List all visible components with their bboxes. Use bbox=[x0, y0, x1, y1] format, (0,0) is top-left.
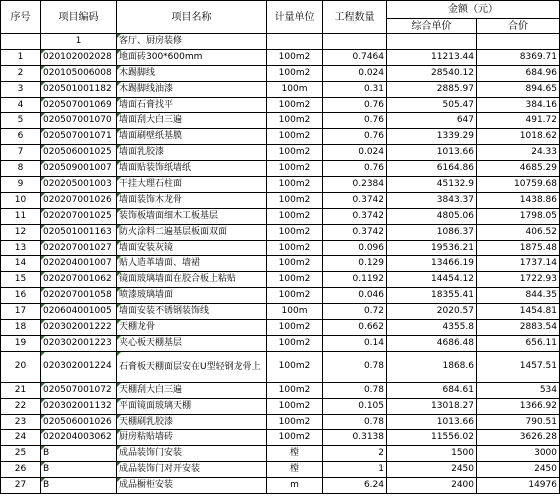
cell-qty: 0.76 bbox=[323, 161, 387, 177]
cell-unit: 樘 bbox=[267, 462, 323, 478]
table-row bbox=[1, 351, 560, 382]
cell-qty: 0.78 bbox=[323, 382, 387, 398]
cell-qty: 0.105 bbox=[323, 398, 387, 414]
cell-no: 13 bbox=[1, 240, 41, 256]
cell-name: 墙面装饰木龙骨 bbox=[117, 192, 267, 208]
cell-unit-price: 1868.6 bbox=[387, 351, 477, 382]
cell-qty: 0.14 bbox=[323, 335, 387, 351]
cell-unit: 100m2 bbox=[267, 288, 323, 304]
cell-qty bbox=[323, 34, 387, 50]
cell-qty: 0.78 bbox=[323, 351, 387, 382]
table-row bbox=[1, 65, 560, 81]
cell-unit-price: 2400 bbox=[387, 478, 477, 494]
cell-code: 020506001025 bbox=[41, 145, 117, 161]
cell-unit: 100m2 bbox=[267, 224, 323, 240]
cell-no: 24 bbox=[1, 430, 41, 446]
table-row bbox=[1, 208, 560, 224]
cell-unit: 100m2 bbox=[267, 97, 323, 113]
cell-unit-price: 4805.06 bbox=[387, 208, 477, 224]
header-unit-price: 综合单价 bbox=[387, 19, 477, 34]
cell-qty: 0.046 bbox=[323, 288, 387, 304]
table-row bbox=[1, 145, 560, 161]
cell-unit: 100m2 bbox=[267, 113, 323, 129]
cell-total: 1722.93 bbox=[477, 272, 560, 288]
cell-unit: 100m2 bbox=[267, 177, 323, 193]
cell-total: 1798.05 bbox=[477, 208, 560, 224]
cell-total: 14976 bbox=[477, 478, 560, 494]
cell-name: 平面镜面玻璃天棚 bbox=[117, 398, 267, 414]
cell-code: 020302001132 bbox=[41, 398, 117, 414]
cell-name: 墙面石膏找平 bbox=[117, 97, 267, 113]
table-row bbox=[1, 113, 560, 129]
cell-name: 装饰板墙面细木工板基层 bbox=[117, 208, 267, 224]
header-total: 合价 bbox=[477, 19, 560, 34]
cell-no: 17 bbox=[1, 304, 41, 320]
cell-name: 成品装饰门对开安装 bbox=[117, 462, 267, 478]
cell-code: 020204001007 bbox=[41, 256, 117, 272]
cell-code: 020302001222 bbox=[41, 320, 117, 336]
cell-name: 贴人造革墙面、墙裙 bbox=[117, 256, 267, 272]
cell-unit: 100m2 bbox=[267, 430, 323, 446]
cell-unit: 100m2 bbox=[267, 351, 323, 382]
cell-no: 5 bbox=[1, 113, 41, 129]
cell-total: 534 bbox=[477, 382, 560, 398]
cell-unit: 100m2 bbox=[267, 49, 323, 65]
cell-unit: 100m2 bbox=[267, 256, 323, 272]
cell-qty: 2 bbox=[323, 446, 387, 462]
cell-unit-price: 1086.37 bbox=[387, 224, 477, 240]
table-row bbox=[1, 224, 560, 240]
table-row bbox=[1, 430, 560, 446]
cell-unit-price: 1013.66 bbox=[387, 414, 477, 430]
table-row bbox=[1, 288, 560, 304]
cell-total: 3626.28 bbox=[477, 430, 560, 446]
table-body bbox=[1, 34, 560, 494]
table-row bbox=[1, 320, 560, 336]
cell-unit: 100m2 bbox=[267, 382, 323, 398]
cell-qty: 0.78 bbox=[323, 414, 387, 430]
cell-qty: 0.31 bbox=[323, 81, 387, 97]
cell-code: 020207001025 bbox=[41, 208, 117, 224]
cell-no: 15 bbox=[1, 272, 41, 288]
cell-name: 成品橱柜安装 bbox=[117, 478, 267, 494]
cell-total: 384.16 bbox=[477, 97, 560, 113]
cell-unit-price bbox=[387, 34, 477, 50]
cell-no: 1 bbox=[1, 49, 41, 65]
cell-unit-price: 1339.29 bbox=[387, 129, 477, 145]
cell-unit-price: 11556.02 bbox=[387, 430, 477, 446]
cell-code: B bbox=[41, 446, 117, 462]
header-qty: 工程数量 bbox=[323, 1, 387, 34]
cell-code: 020507001070 bbox=[41, 113, 117, 129]
cell-no: 12 bbox=[1, 224, 41, 240]
cell-no: 18 bbox=[1, 320, 41, 336]
cell-no bbox=[1, 34, 41, 50]
table-row bbox=[1, 240, 560, 256]
cell-qty: 0.096 bbox=[323, 240, 387, 256]
header-code: 项目编码 bbox=[41, 1, 117, 34]
cell-total: 656.11 bbox=[477, 335, 560, 351]
cell-qty: 0.76 bbox=[323, 113, 387, 129]
cell-total: 491.72 bbox=[477, 113, 560, 129]
cell-code: 020105006008 bbox=[41, 65, 117, 81]
cell-qty: 0.024 bbox=[323, 145, 387, 161]
cell-unit: m bbox=[267, 478, 323, 494]
cell-no: 9 bbox=[1, 177, 41, 193]
table-row bbox=[1, 256, 560, 272]
cell-code: 020302001223 bbox=[41, 335, 117, 351]
cell-unit-price: 1013.66 bbox=[387, 145, 477, 161]
header-no: 序号 bbox=[1, 1, 41, 34]
cell-total: 24.33 bbox=[477, 145, 560, 161]
cell-qty: 0.2384 bbox=[323, 177, 387, 193]
cell-qty: 0.662 bbox=[323, 320, 387, 336]
cell-unit-price: 4686.48 bbox=[387, 335, 477, 351]
table-row bbox=[1, 272, 560, 288]
cell-qty: 0.024 bbox=[323, 65, 387, 81]
header-name: 项目名称 bbox=[117, 1, 267, 34]
cell-total: 8369.71 bbox=[477, 49, 560, 65]
cell-name: 厨房粘贴墙砖 bbox=[117, 430, 267, 446]
table-row bbox=[1, 304, 560, 320]
cell-code: 020207001058 bbox=[41, 288, 117, 304]
cell-name: 木踢脚线 bbox=[117, 65, 267, 81]
cell-total: 2883.54 bbox=[477, 320, 560, 336]
cell-code: 020207001062 bbox=[41, 272, 117, 288]
cell-code: 020507001071 bbox=[41, 129, 117, 145]
cell-total: 894.65 bbox=[477, 81, 560, 97]
cell-unit-price: 14454.12 bbox=[387, 272, 477, 288]
cell-name: 防火涂料二遍基层板面双面 bbox=[117, 224, 267, 240]
table-row bbox=[1, 192, 560, 208]
cell-code: 020604001005 bbox=[41, 304, 117, 320]
cell-total: 1875.48 bbox=[477, 240, 560, 256]
cell-total: 684.96 bbox=[477, 65, 560, 81]
cell-name: 天棚刷乳胶漆 bbox=[117, 414, 267, 430]
cell-total: 1438.86 bbox=[477, 192, 560, 208]
cell-qty: 0.3742 bbox=[323, 192, 387, 208]
header-amount: 金额（元） bbox=[387, 1, 560, 19]
cell-code: 020509001007 bbox=[41, 161, 117, 177]
cell-total: 3000 bbox=[477, 446, 560, 462]
cell-no: 23 bbox=[1, 414, 41, 430]
cell-unit: 100m2 bbox=[267, 65, 323, 81]
cell-name: 墙面刮大白三遍 bbox=[117, 113, 267, 129]
cell-code: 020501001163 bbox=[41, 224, 117, 240]
cell-no: 21 bbox=[1, 382, 41, 398]
cell-name: 木踢脚线油漆 bbox=[117, 81, 267, 97]
cell-qty: 0.3742 bbox=[323, 224, 387, 240]
cell-no: 27 bbox=[1, 478, 41, 494]
cell-qty: 0.7464 bbox=[323, 49, 387, 65]
cell-name: 成品装饰门安装 bbox=[117, 446, 267, 462]
cell-unit: 100m2 bbox=[267, 208, 323, 224]
cell-total: 844.35 bbox=[477, 288, 560, 304]
cell-unit-price: 28540.12 bbox=[387, 65, 477, 81]
cell-name: 墙面贴装饰纸墙纸 bbox=[117, 161, 267, 177]
cell-no: 4 bbox=[1, 97, 41, 113]
cell-no: 10 bbox=[1, 192, 41, 208]
cell-name: 天棚龙骨 bbox=[117, 320, 267, 336]
cell-qty: 0.1192 bbox=[323, 272, 387, 288]
table-row bbox=[1, 478, 560, 494]
cell-no: 22 bbox=[1, 398, 41, 414]
cell-no: 11 bbox=[1, 208, 41, 224]
cell-unit-price: 1500 bbox=[387, 446, 477, 462]
cell-total: 1737.14 bbox=[477, 256, 560, 272]
cell-no: 26 bbox=[1, 462, 41, 478]
cell-no: 6 bbox=[1, 129, 41, 145]
table-row bbox=[1, 446, 560, 462]
table-row bbox=[1, 382, 560, 398]
cell-code: B bbox=[41, 462, 117, 478]
cell-qty: 0.76 bbox=[323, 97, 387, 113]
table-row bbox=[1, 129, 560, 145]
cell-total: 10759.68 bbox=[477, 177, 560, 193]
cell-total: 1457.51 bbox=[477, 351, 560, 382]
cell-unit-price: 4355.8 bbox=[387, 320, 477, 336]
cell-unit: 100m2 bbox=[267, 335, 323, 351]
cell-qty: 1 bbox=[323, 462, 387, 478]
cell-unit-price: 2885.97 bbox=[387, 81, 477, 97]
header-unit: 计量单位 bbox=[267, 1, 323, 34]
cell-no: 3 bbox=[1, 81, 41, 97]
cell-unit: 100m2 bbox=[267, 161, 323, 177]
cell-name: 墙面刷壁纸基膜 bbox=[117, 129, 267, 145]
table-row bbox=[1, 81, 560, 97]
cell-total: 406.52 bbox=[477, 224, 560, 240]
cell-code: 020302001224 bbox=[41, 351, 117, 382]
cell-no: 7 bbox=[1, 145, 41, 161]
cell-code: 020207001027 bbox=[41, 240, 117, 256]
cell-no: 8 bbox=[1, 161, 41, 177]
table-row bbox=[1, 414, 560, 430]
cell-no: 2 bbox=[1, 65, 41, 81]
cell-name: 墙面乳胶漆 bbox=[117, 145, 267, 161]
table-row bbox=[1, 335, 560, 351]
cell-unit-price: 13018.27 bbox=[387, 398, 477, 414]
cell-total: 1454.81 bbox=[477, 304, 560, 320]
cell-unit-price: 3843.37 bbox=[387, 192, 477, 208]
cell-code: 020506001026 bbox=[41, 414, 117, 430]
cell-no: 14 bbox=[1, 256, 41, 272]
cell-unit-price: 6164.86 bbox=[387, 161, 477, 177]
cell-qty: 0.72 bbox=[323, 304, 387, 320]
cell-unit: 100m2 bbox=[267, 192, 323, 208]
cell-unit-price: 647 bbox=[387, 113, 477, 129]
section-row bbox=[1, 34, 560, 50]
cell-code: 1 bbox=[41, 34, 117, 50]
cell-name: 客厅、厨房装修 bbox=[117, 34, 267, 50]
table-row bbox=[1, 49, 560, 65]
cell-name: 石膏板天棚面层安在U型轻钢龙骨上 bbox=[117, 351, 267, 382]
cell-qty: 0.129 bbox=[323, 256, 387, 272]
cell-unit-price: 13466.19 bbox=[387, 256, 477, 272]
cell-unit-price: 684.61 bbox=[387, 382, 477, 398]
cell-code: 020507001072 bbox=[41, 382, 117, 398]
cell-unit: 100m2 bbox=[267, 320, 323, 336]
cell-no: 25 bbox=[1, 446, 41, 462]
cell-total: 1018.62 bbox=[477, 129, 560, 145]
cell-name: 干挂大理石柱面 bbox=[117, 177, 267, 193]
cell-unit-price: 2450 bbox=[387, 462, 477, 478]
cell-qty: 0.3138 bbox=[323, 430, 387, 446]
table-row bbox=[1, 161, 560, 177]
cell-unit: 100m2 bbox=[267, 398, 323, 414]
cell-code: 020501001182 bbox=[41, 81, 117, 97]
cell-code: 020205001003 bbox=[41, 177, 117, 193]
cell-name: 地面砖300*600mm bbox=[117, 49, 267, 65]
cell-unit: 100m2 bbox=[267, 145, 323, 161]
cell-total: 1366.92 bbox=[477, 398, 560, 414]
table-row bbox=[1, 398, 560, 414]
cell-qty: 0.3742 bbox=[323, 208, 387, 224]
cell-unit: 100m2 bbox=[267, 129, 323, 145]
cell-unit-price: 11213.44 bbox=[387, 49, 477, 65]
cell-total bbox=[477, 34, 560, 50]
cell-code: 020204003062 bbox=[41, 430, 117, 446]
cell-unit: 樘 bbox=[267, 446, 323, 462]
table-row bbox=[1, 97, 560, 113]
cell-qty: 0.76 bbox=[323, 129, 387, 145]
cell-total: 790.51 bbox=[477, 414, 560, 430]
cell-unit bbox=[267, 34, 323, 50]
table-row bbox=[1, 462, 560, 478]
cell-unit-price: 505.47 bbox=[387, 97, 477, 113]
cell-total: 4685.29 bbox=[477, 161, 560, 177]
cell-unit: 100m bbox=[267, 304, 323, 320]
cell-no: 16 bbox=[1, 288, 41, 304]
cell-no: 19 bbox=[1, 335, 41, 351]
cell-unit: 100m2 bbox=[267, 272, 323, 288]
cell-code: 020507001069 bbox=[41, 97, 117, 113]
cell-code: B bbox=[41, 478, 117, 494]
cell-no: 20 bbox=[1, 351, 41, 382]
cell-unit: 100m2 bbox=[267, 240, 323, 256]
cell-unit-price: 18355.41 bbox=[387, 288, 477, 304]
cell-qty: 6.24 bbox=[323, 478, 387, 494]
cell-name: 夹心板天棚基层 bbox=[117, 335, 267, 351]
cell-unit: 100m bbox=[267, 81, 323, 97]
cell-code: 020207001026 bbox=[41, 192, 117, 208]
cell-code: 020102002028 bbox=[41, 49, 117, 65]
cell-name: 墙面安装不锈钢装饰线 bbox=[117, 304, 267, 320]
cell-name: 镜面玻璃墙面在胶合板上粘贴 bbox=[117, 272, 267, 288]
cell-name: 墙面安装灰镜 bbox=[117, 240, 267, 256]
cell-unit-price: 19536.21 bbox=[387, 240, 477, 256]
cell-unit: 100m2 bbox=[267, 414, 323, 430]
cell-total: 2450 bbox=[477, 462, 560, 478]
cell-name: 天棚刮大白三遍 bbox=[117, 382, 267, 398]
table-row bbox=[1, 177, 560, 193]
cell-unit-price: 45132.9 bbox=[387, 177, 477, 193]
cell-name: 喷漆玻璃墙面 bbox=[117, 288, 267, 304]
cell-unit-price: 2020.57 bbox=[387, 304, 477, 320]
